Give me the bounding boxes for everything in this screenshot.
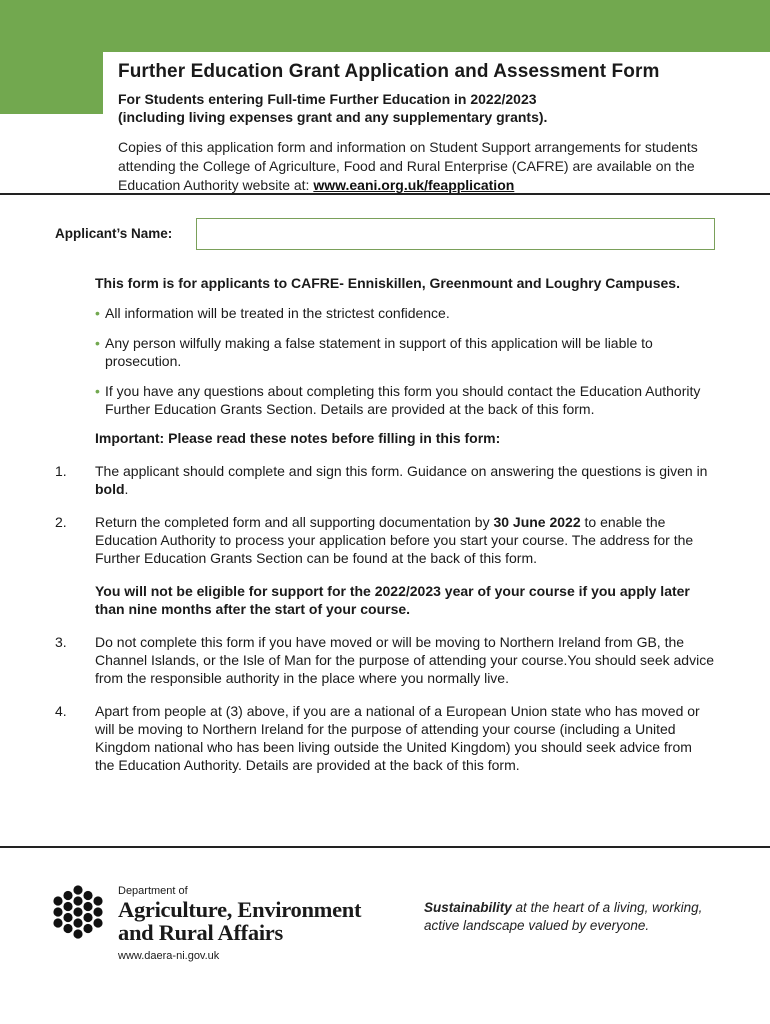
department-url: www.daera-ni.gov.uk xyxy=(118,950,220,962)
deadline-date: 30 June 2022 xyxy=(493,514,581,530)
important-heading: Important: Please read these notes before filling in this form: xyxy=(95,430,501,446)
sustainability-tagline xyxy=(424,899,734,935)
note-text: Apart from people at (3) above, if you are a national of a European Union state who has moved or will be moving to Northern Ireland for the purpose of attending your course (including a United Kingdom national who has been living outside the United Kingdom) you should seek advice from the Education Authority. Details are provided at the back of this form. xyxy=(95,703,700,773)
note-number: 1. xyxy=(55,463,67,479)
subtitle-line-2: (including living expenses grant and any supplementary grants). xyxy=(118,109,548,125)
bullet-text: Any person wilfully making a false statement in support of this application will be liable to prosecution. xyxy=(105,335,653,369)
department-name-line-1: Agriculture, Environment xyxy=(118,897,362,922)
bullet-text: All information will be treated in the strictest confidence. xyxy=(105,305,450,321)
note-number: 3. xyxy=(55,634,67,650)
note-text: Do not complete this form if you have moved or will be moving to Northern Ireland from GB, the Channel Islands, or the Isle of Man for the purpose of attending your course.You should seek advice from the responsible authority in the place where you normally live. xyxy=(95,634,714,686)
note-item-1 xyxy=(55,462,715,498)
page-title: Further Education Grant Application and Assessment Form xyxy=(118,61,660,82)
daera-hexagon-logo-icon xyxy=(53,884,103,942)
note-item-2 xyxy=(55,513,715,567)
note-item-3 xyxy=(55,633,715,687)
campus-intro: This form is for applicants to CAFRE- Enniskillen, Greenmount and Loughry Campuses. xyxy=(95,275,680,291)
note-text-end: to enable the Education Authority to process your application before you start your course. The address for the Further Education Grants Section can be found at the back of this form. xyxy=(95,514,694,566)
bullet-icon: • xyxy=(95,305,100,321)
header-green-tab xyxy=(0,52,103,114)
footer-divider xyxy=(0,846,770,848)
bullet-item xyxy=(95,304,715,322)
note-number: 2. xyxy=(55,514,67,530)
header-green-band xyxy=(0,0,770,52)
note-text: Return the completed form and all supporting documentation by xyxy=(95,514,494,530)
department-name xyxy=(118,898,361,944)
note-number: 4. xyxy=(55,703,67,719)
tagline-text: at the heart of a living, working, active landscape valued by everyone. xyxy=(424,900,703,933)
applicant-name-input[interactable] xyxy=(196,218,715,250)
note-text: The applicant should complete and sign this form. Guidance on answering the questions is given in xyxy=(95,463,708,479)
subtitle-line-1: For Students entering Full-time Further Education in 2022/2023 xyxy=(118,91,537,107)
bullet-text: If you have any questions about completing this form you should contact the Education Authority Further Education Grants Section. Details are provided at the back of this form. xyxy=(105,383,701,417)
note-item-4 xyxy=(55,702,715,774)
form-instructions xyxy=(55,274,715,774)
bullet-icon: • xyxy=(95,383,100,399)
bullet-item xyxy=(95,382,715,418)
bullet-item xyxy=(95,334,715,370)
applicant-name-label: Applicant’s Name: xyxy=(55,226,173,241)
form-subtitle xyxy=(118,90,738,126)
bullet-icon: • xyxy=(95,335,100,351)
copies-info xyxy=(118,138,738,195)
form-header xyxy=(118,60,738,195)
eligibility-notice: You will not be eligible for support for the 2022/2023 year of your course if you apply later than nine months after the start of your course. xyxy=(95,583,690,617)
department-name-line-2: and Rural Affairs xyxy=(118,920,283,945)
header-divider xyxy=(0,193,770,195)
ea-website-link[interactable]: www.eani.org.uk/feapplication xyxy=(313,177,515,193)
copies-text: Copies of this application form and information on Student Support arrangements for students attending the College of Agriculture, Food and Rural Enterprise (CAFRE) are available on the Education Authority website at: xyxy=(118,139,698,193)
note-bold: bold xyxy=(95,481,125,497)
note-text-end: . xyxy=(124,481,129,497)
dept-of-label: Department of xyxy=(118,885,188,897)
tagline-bold: Sustainability xyxy=(424,900,512,915)
